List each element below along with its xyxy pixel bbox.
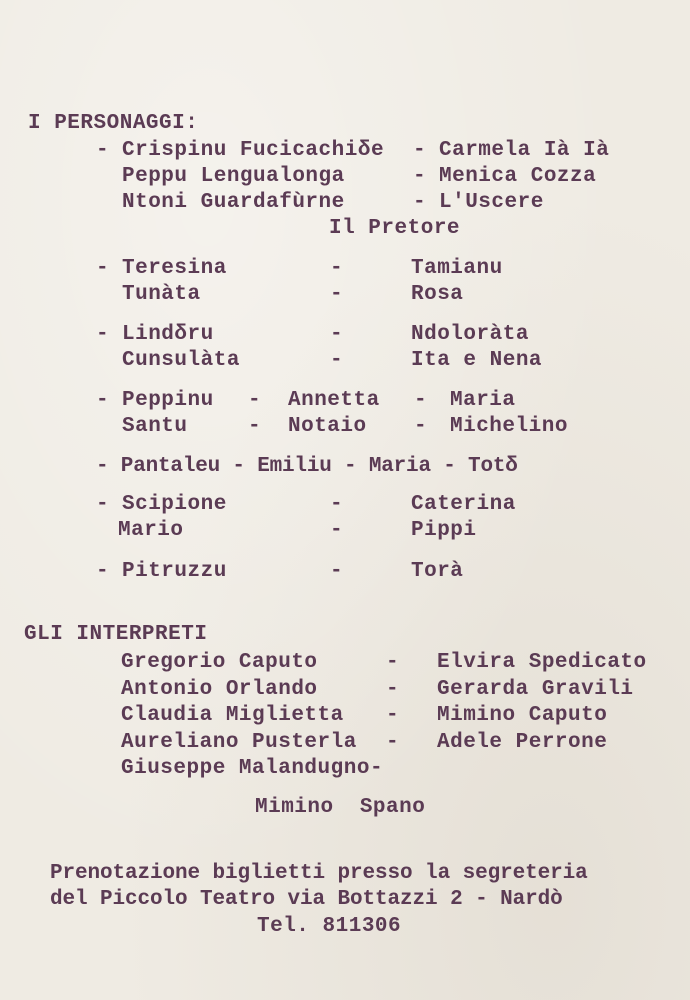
character-name: Il Pretore — [329, 217, 461, 240]
cast-dash: - — [96, 493, 110, 516]
character-name: Mario — [118, 519, 184, 542]
cast-separator: - — [386, 731, 400, 754]
footer-phone: Tel. 811306 — [257, 915, 402, 938]
actor-name: Giuseppe Malandugno- — [121, 757, 384, 780]
cast-separator: - — [330, 519, 344, 542]
character-name: Ntoni Guardafùrne — [122, 191, 345, 214]
cast-separator: - — [386, 704, 400, 727]
character-name: Menica Cozza — [439, 165, 597, 188]
character-name: Ita e Nena — [411, 349, 543, 372]
actor-name: Gerarda Gravili — [437, 678, 634, 701]
character-name: Pitruzzu — [122, 560, 227, 583]
character-name: Rosa — [411, 283, 464, 306]
cast-separator: - — [248, 389, 262, 412]
character-name: Notaio — [288, 415, 367, 438]
cast-separator: - — [330, 560, 344, 583]
character-name: Pippi — [411, 519, 477, 542]
character-name: Scipione — [122, 493, 227, 516]
cast-separator: - — [330, 323, 344, 346]
character-name: Torà — [411, 560, 464, 583]
character-name: Michelino — [450, 415, 568, 438]
character-name: Peppinu — [122, 389, 214, 412]
cast-dash: - — [96, 389, 110, 412]
actor-name: Aureliano Pusterla — [121, 731, 357, 754]
character-name: Santu — [122, 415, 188, 438]
character-name: Tunàta — [122, 283, 201, 306]
actor-name: Elvira Spedicato — [437, 651, 647, 674]
actor-name: Gregorio Caputo — [121, 651, 318, 674]
character-name: Crispinu Fucicachiδe — [122, 139, 385, 162]
actor-name: Antonio Orlando — [121, 678, 318, 701]
character-name: Caterina — [411, 493, 516, 516]
cast-separator: - — [414, 389, 428, 412]
footer-booking-line: Prenotazione biglietti presso la segreteria — [50, 862, 588, 885]
interpreti-heading: GLI INTERPRETI — [24, 623, 208, 646]
cast-separator: - — [414, 415, 428, 438]
footer-address-line: del Piccolo Teatro via Bottazzi 2 - Nardò — [50, 888, 563, 911]
cast-dash: - — [96, 257, 110, 280]
cast-separator: - — [386, 651, 400, 674]
cast-separator: - — [413, 139, 427, 162]
actor-name: Mimino Spano — [255, 796, 426, 819]
cast-dash: - — [96, 560, 110, 583]
cast-dash: - — [96, 323, 110, 346]
cast-separator: - — [330, 493, 344, 516]
actor-name: Mimino Caputo — [437, 704, 608, 727]
cast-line: - Pantaleu - Emiliu - Maria - Totδ — [96, 455, 518, 478]
cast-dash: - — [96, 139, 110, 162]
character-name: Maria — [450, 389, 516, 412]
character-name: Cunsulàta — [122, 349, 240, 372]
cast-separator: - — [248, 415, 262, 438]
character-name: Annetta — [288, 389, 380, 412]
character-name: Peppu Lengualonga — [122, 165, 345, 188]
character-name: Lindδru — [122, 323, 214, 346]
character-name: Teresina — [122, 257, 227, 280]
character-name: Ndoloràta — [411, 323, 529, 346]
actor-name: Adele Perrone — [437, 731, 608, 754]
cast-separator: - — [386, 678, 400, 701]
cast-separator: - — [413, 165, 427, 188]
cast-separator: - — [330, 349, 344, 372]
character-name: L'Uscere — [439, 191, 544, 214]
personaggi-heading: I PERSONAGGI: — [28, 112, 199, 135]
cast-separator: - — [330, 283, 344, 306]
cast-separator: - — [330, 257, 344, 280]
cast-separator: - — [413, 191, 427, 214]
actor-name: Claudia Miglietta — [121, 704, 344, 727]
character-name: Tamianu — [411, 257, 503, 280]
character-name: Carmela Ià Ià — [439, 139, 610, 162]
